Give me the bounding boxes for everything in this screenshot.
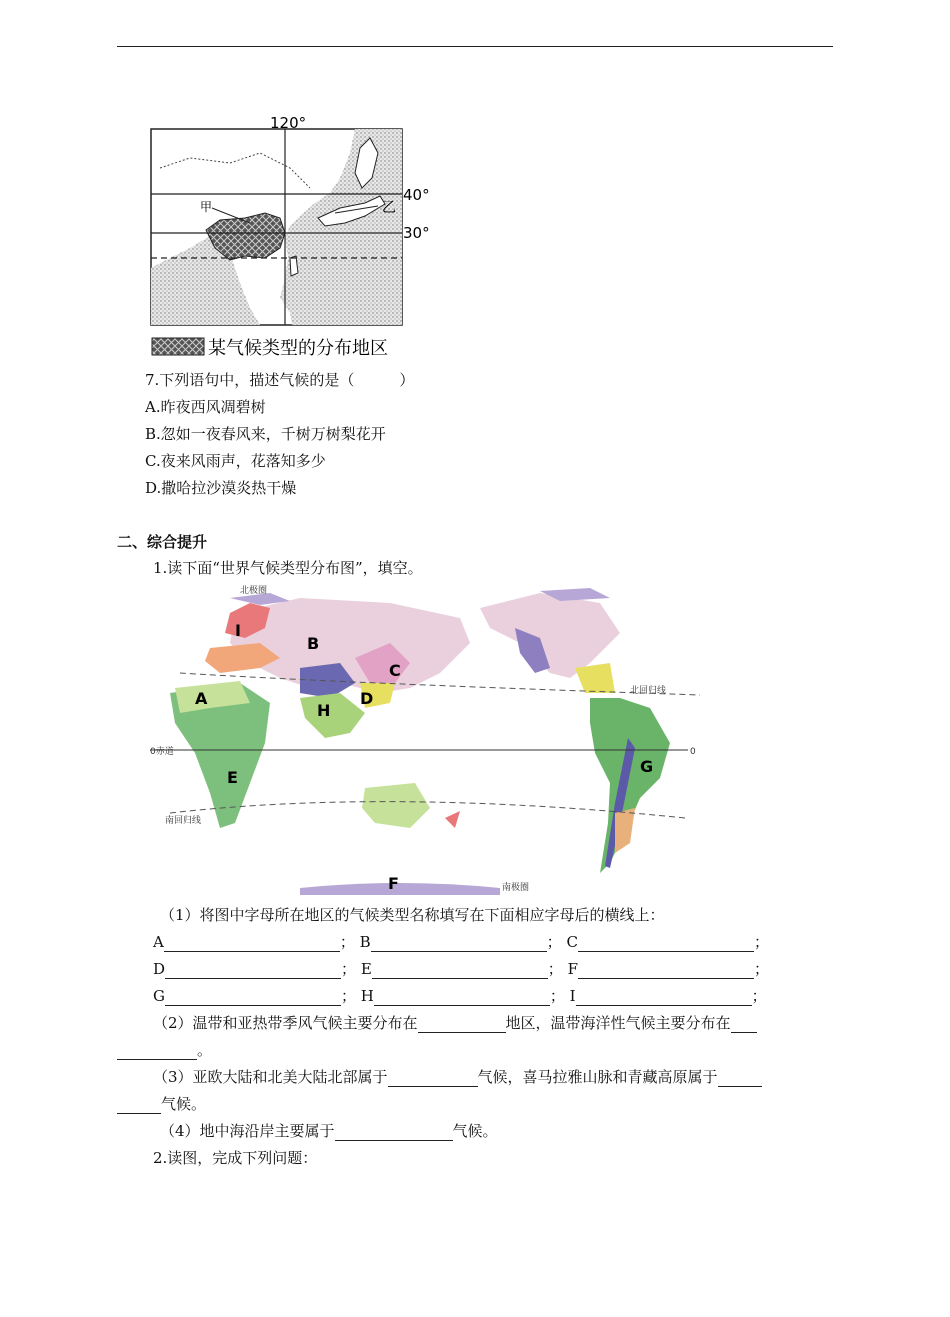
q1-part3-line2: 气候。 bbox=[117, 1094, 206, 1114]
blank-2a[interactable] bbox=[418, 1016, 506, 1033]
taiwan-island bbox=[290, 256, 298, 276]
header-rule bbox=[117, 46, 833, 47]
q7-stem: 7.下列语句中，描述气候的是（ ） bbox=[145, 371, 415, 389]
australia bbox=[362, 783, 430, 828]
letter-b: B bbox=[307, 634, 320, 653]
blank-d[interactable] bbox=[165, 962, 341, 979]
q7-option-b[interactable]: B.忽如一夜春风来，千树万树梨花开 bbox=[145, 425, 386, 443]
lat30-label: 30° bbox=[403, 224, 430, 242]
letter-d: D bbox=[360, 689, 374, 708]
q7-option-c[interactable]: C.夜来风雨声，花落知多少 bbox=[145, 452, 326, 470]
blank-4[interactable] bbox=[335, 1124, 453, 1141]
south-pole-label: 南极圈 bbox=[502, 883, 530, 893]
new-zealand bbox=[445, 811, 460, 828]
lon-label: 120° bbox=[270, 114, 307, 132]
answer-row-3: G ； H ； I ； bbox=[153, 987, 767, 1005]
q1-part2-line2: 。 bbox=[117, 1040, 212, 1060]
section-heading: 二、综合提升 bbox=[117, 533, 208, 551]
south-america-south bbox=[615, 808, 635, 853]
blank-h[interactable] bbox=[374, 989, 550, 1006]
q1-part1: （1）将图中字母所在地区的气候类型名称填写在下面相应字母后的横线上： bbox=[160, 906, 665, 924]
answer-row-1: A ； B ； C ； bbox=[153, 933, 769, 951]
letter-c: C bbox=[389, 661, 401, 680]
letter-i: I bbox=[235, 621, 241, 640]
legend-text: 某气候类型的分布地区 bbox=[208, 338, 388, 359]
blank-a[interactable] bbox=[164, 935, 340, 952]
blank-f[interactable] bbox=[578, 962, 754, 979]
blank-i[interactable] bbox=[576, 989, 752, 1006]
jia-label: 甲 bbox=[200, 200, 213, 214]
letter-g: G bbox=[640, 757, 654, 776]
blank-e[interactable] bbox=[372, 962, 548, 979]
q1-part3-line1: （3）亚欧大陆和北美大陆北部属于 气候，喜马拉雅山脉和青藏高原属于 bbox=[153, 1067, 762, 1087]
q7-option-a[interactable]: A.昨夜西风凋碧树 bbox=[145, 398, 266, 416]
blank-b[interactable] bbox=[371, 935, 547, 952]
yi-label: 乙 bbox=[382, 200, 396, 216]
q7-option-d[interactable]: D.撒哈拉沙漠炎热干燥 bbox=[145, 479, 297, 497]
blank-3b[interactable] bbox=[718, 1070, 762, 1087]
blank-g[interactable] bbox=[165, 989, 341, 1006]
north-america-subtropical bbox=[575, 663, 615, 693]
blank-2b-cont[interactable] bbox=[117, 1043, 197, 1060]
tropical-monsoon bbox=[300, 693, 365, 738]
antarctica bbox=[300, 883, 500, 895]
east-asia-map bbox=[140, 108, 440, 363]
tropic-n-label: 北回归线 bbox=[630, 686, 667, 696]
blank-2b[interactable] bbox=[731, 1016, 757, 1033]
tropic-s-label: 南回归线 bbox=[165, 816, 202, 826]
tropic-n-line bbox=[180, 673, 700, 695]
blank-3b-cont[interactable] bbox=[117, 1097, 161, 1114]
south-america bbox=[590, 698, 670, 873]
world-climate-map bbox=[140, 583, 700, 895]
letter-h: H bbox=[317, 701, 331, 720]
blank-c[interactable] bbox=[578, 935, 754, 952]
blank-3a[interactable] bbox=[388, 1070, 478, 1087]
q1-part4: （4）地中海沿岸主要属于 气候。 bbox=[160, 1122, 498, 1140]
letter-a: A bbox=[195, 689, 208, 708]
answer-row-2: D ； E ； F ； bbox=[153, 960, 770, 978]
equator-right-label: 0 bbox=[690, 747, 696, 757]
north-pole-label: 北极圈 bbox=[240, 586, 268, 596]
lat40-label: 40° bbox=[403, 186, 430, 204]
legend-swatch bbox=[152, 338, 204, 355]
letter-e: E bbox=[227, 768, 238, 787]
equator-label: 0赤道 bbox=[150, 747, 174, 757]
q1-part2-line1: （2）温带和亚热带季风气候主要分布在 地区，温带海洋性气候主要分布在 bbox=[153, 1013, 757, 1033]
q1-stem: 1.读下面“世界气候类型分布图”，填空。 bbox=[153, 559, 423, 577]
letter-f: F bbox=[388, 874, 399, 893]
q2-stem: 2.读图，完成下列问题： bbox=[153, 1149, 318, 1167]
